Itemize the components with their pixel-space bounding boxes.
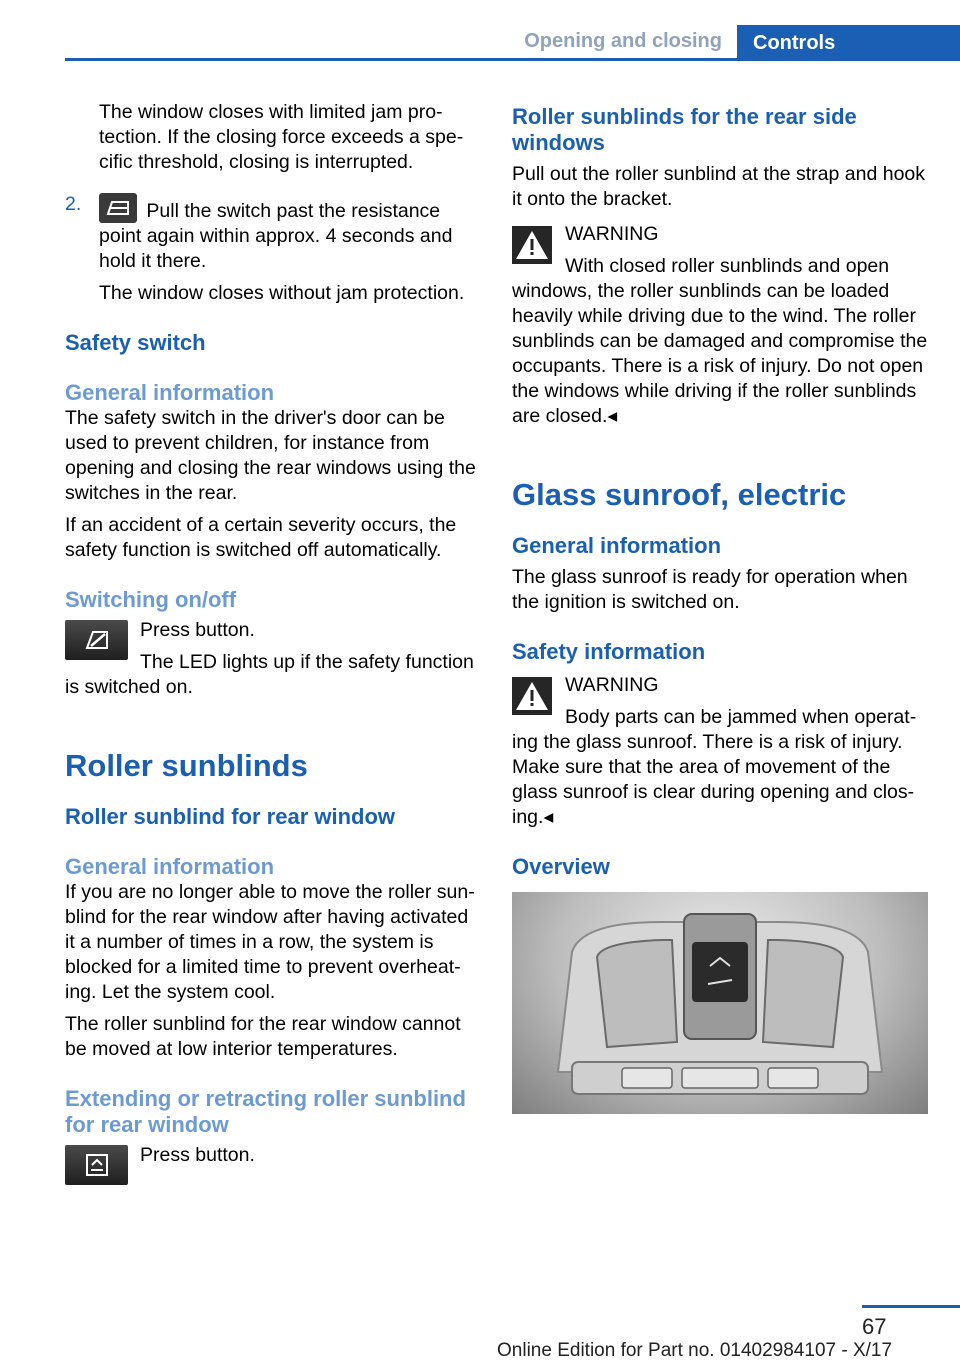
heading-general-information-1: General information xyxy=(65,380,275,405)
page-header xyxy=(65,25,960,61)
heading-safety-information: Safety information xyxy=(512,639,706,664)
overhead-console-photo xyxy=(512,892,928,1114)
heading-roller-side: Roller sunblinds for the rear side windows xyxy=(512,104,857,155)
warning-text-1: With closed roller sunblinds and open windows, the roller sunblinds can be loaded heavily while driving due to the wind. The roller sunblinds can be damaged and compromise the occupants. There is a risk of injury. Do not open the windows while driving if the roller sunblinds are closed.◂ xyxy=(512,255,928,427)
paragraph-sunroof-ready: The glass sunroof is ready for operation when the ignition is switched on. xyxy=(512,566,908,613)
safety-button-block xyxy=(65,618,480,700)
paragraph-no-jam: The window closes without jam protection. xyxy=(99,282,465,304)
paragraph-roller-1: If you are no longer able to move the roller sunblind for the rear window after having activated it a number of times in a row, the system is blocked for a limited time to prevent overheating. Let the system cool. xyxy=(65,881,475,1003)
warning-label-2: WARNING xyxy=(565,674,659,696)
paragraph-pull-out: Pull out the roller sunblind at the strap and hook it onto the bracket. xyxy=(512,163,926,210)
heading-general-information-3: General information xyxy=(512,533,722,558)
window-switch-icon xyxy=(99,193,137,223)
heading-overview: Overview xyxy=(512,854,610,879)
step-2-text xyxy=(99,193,480,274)
edition-footer: Online Edition for Part no. 01402984107 - X/17 xyxy=(497,1340,893,1361)
heading-extending: Extending or retracting roller sunblind for rear window xyxy=(65,1086,466,1137)
header-rule xyxy=(65,58,960,61)
child-lock-button-icon xyxy=(65,620,128,660)
list-item-step-2 xyxy=(65,193,480,274)
step-2-label: Pull the switch past the resistance point again within approx. 4 seconds and hold it there. xyxy=(99,200,453,272)
paragraph-led: The LED lights up if the safety function is switched on. xyxy=(65,651,474,698)
paragraph-jam-limited: The window closes with limited jam protection. If the closing force exceeds a specific threshold, closing is interrupted. xyxy=(99,101,464,173)
heading-roller-sunblinds: Roller sunblinds xyxy=(65,748,308,783)
paragraph-roller-2: The roller sunblind for the rear window cannot be moved at low interior temperatures. xyxy=(65,1013,461,1060)
press-button-text-2: Press button. xyxy=(140,1144,255,1166)
paragraph-safety-1: The safety switch in the driver's door can be used to prevent children, for instance from opening and closing the rear windows using the switches in the rear. xyxy=(65,407,476,504)
right-column xyxy=(512,104,930,1114)
warning-triangle-icon xyxy=(512,677,552,715)
left-column xyxy=(65,100,480,1189)
paragraph-safety-2: If an accident of a certain severity occurs, the safety function is switched off automatically. xyxy=(65,514,457,561)
list-number: 2. xyxy=(65,193,82,215)
press-button-text-1: Press button. xyxy=(140,619,255,641)
warning-block-2 xyxy=(512,673,930,830)
heading-switching: Switching on/off xyxy=(65,587,237,612)
heading-general-information-2: General information xyxy=(65,854,275,879)
warning-label-1: WARNING xyxy=(565,223,659,245)
rear-sunblind-button-icon xyxy=(65,1145,128,1185)
header-section-tab[interactable]: Opening and closing xyxy=(524,30,722,52)
footer-rule xyxy=(862,1305,960,1308)
header-chapter-tab[interactable]: Controls xyxy=(737,25,960,61)
heading-roller-rear: Roller sunblind for rear window xyxy=(65,804,396,829)
heading-safety-switch: Safety switch xyxy=(65,330,206,355)
warning-triangle-icon xyxy=(512,226,552,264)
warning-block-1 xyxy=(512,222,930,429)
sunblind-button-block xyxy=(65,1143,480,1189)
page-number: 67 xyxy=(862,1314,887,1339)
heading-glass-sunroof: Glass sunroof, electric xyxy=(512,477,847,512)
warning-text-2: Body parts can be jammed when operating the glass sunroof. There is a risk of injury. Make sure that the area of movement of the glass sunroof is clear during opening and closing.◂ xyxy=(512,706,917,828)
